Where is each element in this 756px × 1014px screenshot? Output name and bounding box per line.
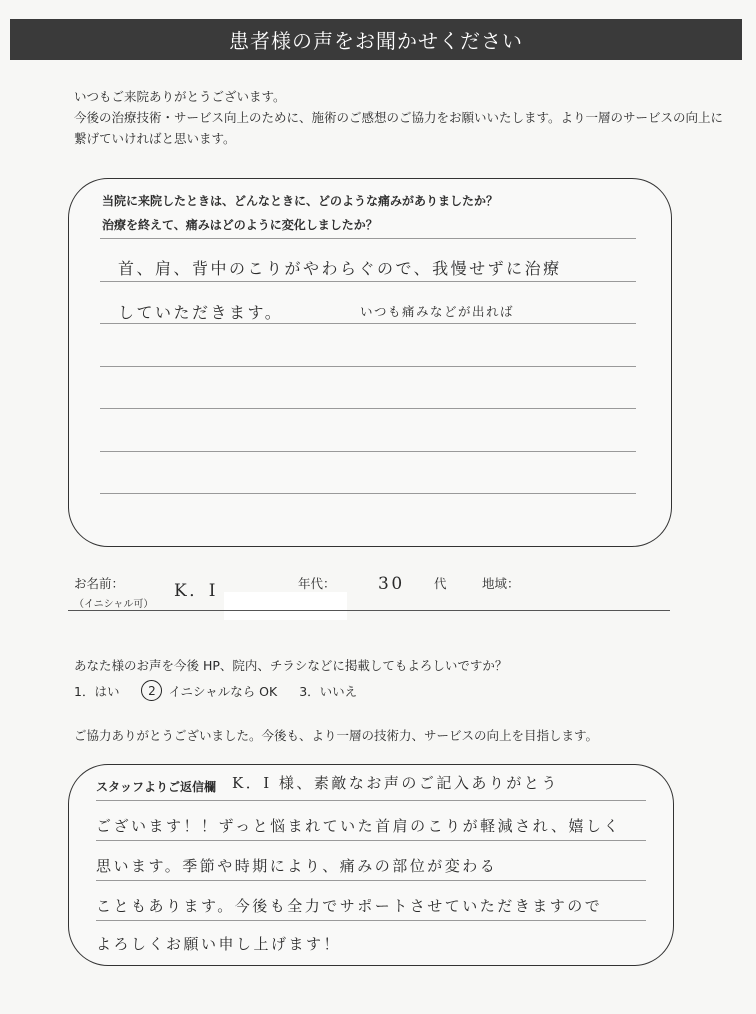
name-label: お名前：	[74, 576, 125, 591]
answer-rule	[100, 451, 636, 452]
staff-reply-text: よろしくお願い申し上げます！	[96, 935, 342, 953]
consent-option-initials-label: イニシャルなら OK	[168, 683, 278, 699]
survey-answer-box	[68, 178, 672, 547]
consent-question: あなた様のお声を今後 HP、院内、チラシなどに掲載してもよろしいですか？	[74, 658, 508, 673]
intro-line: 今後の治療技術・サービス向上のために、施術のご感想のご協力をお願いいたします。より一層のサービスの向上に	[74, 110, 724, 125]
name-value: K．I	[174, 581, 218, 601]
survey-question-2: 治療を終えて、痛みはどのように変化しましたか？	[102, 218, 378, 232]
intro-line: いつもご来院ありがとうございます。	[74, 89, 286, 104]
reply-rule	[96, 800, 646, 801]
age-label: 年代：	[298, 576, 336, 591]
consent-option-no	[299, 682, 357, 700]
handwritten-answer: していただきます。	[118, 303, 284, 322]
reply-rule	[96, 840, 646, 841]
staff-reply-text: こともあります。今後も全力でサポートさせていただきますので	[96, 897, 603, 915]
staff-reply-text: ございます！！ずっと悩まれていた首肩のこりが軽減され、嬉しく	[96, 817, 622, 835]
staff-reply-label: スタッフよりご返信欄	[96, 780, 217, 794]
staff-reply-text: K．I 様、素敵なお声のご記入ありがとう	[232, 774, 559, 792]
consent-option-yes-label: 1．はい	[74, 683, 120, 699]
answer-rule	[100, 493, 636, 494]
age-value: 30	[378, 574, 405, 594]
profile-divider	[68, 610, 670, 611]
consent-option-no-label: 3．いいえ	[299, 683, 358, 699]
form-title: 患者様の声をお聞かせください	[229, 29, 523, 53]
name-hint: （イニシャル可）	[74, 599, 154, 610]
consent-option-initials	[141, 680, 277, 701]
consent-option-yes	[74, 682, 119, 700]
reply-rule	[96, 920, 646, 921]
intro-line: 繋げていければと思います。	[74, 131, 236, 146]
answer-rule	[100, 408, 636, 409]
answer-rule	[100, 366, 636, 367]
intro-text	[74, 86, 723, 149]
survey-question-1: 当院に来院したときは、どんなときに、どのような痛みがありましたか？	[102, 194, 499, 208]
answer-rule	[100, 238, 636, 239]
redaction-box	[224, 592, 347, 620]
consent-options	[74, 680, 357, 701]
answer-rule	[100, 281, 636, 282]
handwritten-note: いつも痛みなどが出れば	[360, 304, 515, 319]
age-unit: 代	[434, 576, 447, 591]
region-label: 地域：	[482, 576, 520, 591]
answer-rule	[100, 323, 636, 324]
selected-circle-mark: 2	[141, 680, 162, 701]
form-title-banner	[10, 19, 742, 60]
handwritten-answer: 首、肩、背中のこりがやわらぐので、我慢せずに治療	[118, 259, 562, 278]
reply-rule	[96, 880, 646, 881]
closing-thanks: ご協力ありがとうございました。今後も、より一層の技術力、サービスの向上を目指します。	[74, 728, 599, 743]
staff-reply-text: 思います。季節や時期により、痛みの部位が変わる	[96, 857, 498, 875]
